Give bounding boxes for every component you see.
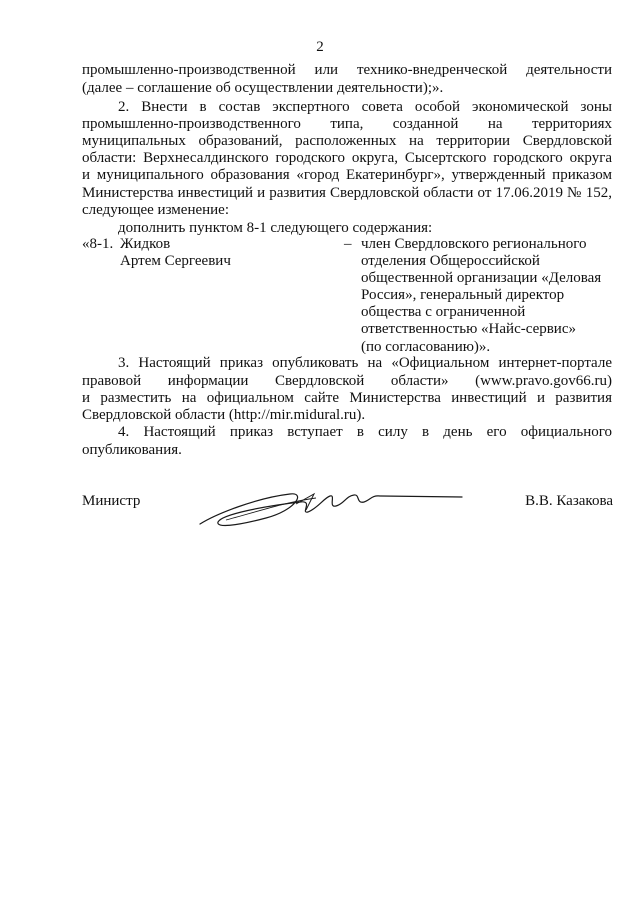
handwritten-signature [196, 484, 466, 534]
member-description-line: Россия», генеральный директор [361, 287, 565, 303]
member-number: «8-1. [82, 236, 114, 252]
signatory-name: В.В. Казакова [525, 493, 613, 509]
member-description-line: отделения Общероссийской [361, 253, 540, 269]
paragraph-4-line: 4. Настоящий приказ вступает в силу в день его официального [118, 424, 612, 440]
paragraph-2-line: 2. Внести в состав экспертного совета особой экономической зоны [118, 99, 612, 115]
paragraph-add-item: дополнить пунктом 8-1 следующего содержания: [118, 220, 433, 236]
paragraph-3-line: и разместить на официальном сайте Министерства инвестиций и развития [82, 390, 612, 406]
paragraph-2-line: муниципальных образований, расположенных на территории Свердловской [82, 133, 612, 149]
page-number: 2 [316, 39, 324, 55]
paragraph-2-line: области: Верхнесалдинского городского округа, Сысертского городского округа [82, 150, 612, 166]
paragraph-3-line: Свердловской области (http://mir.midural.ru). [82, 407, 366, 423]
member-description-line: общества с ограниченной [361, 304, 526, 320]
member-description-line: ответственностью «Найс-сервис» [361, 321, 576, 337]
member-dash: – [344, 236, 352, 252]
member-description-line: (по согласованию)». [361, 339, 491, 355]
paragraph-2-line: следующее изменение: [82, 202, 230, 218]
paragraph-2-line: и муниципального образования «город Екатеринбург», утвержденный приказом [82, 167, 612, 183]
paragraph-1-line: (далее – соглашение об осуществлении деятельности);». [82, 80, 444, 96]
paragraph-2-line: промышленно-производственного типа, созданной на территориях [82, 116, 612, 132]
paragraph-2-line: Министерства инвестиций и развития Свердловской области от 17.06.2019 № 152, [82, 185, 612, 201]
signatory-position: Министр [82, 493, 141, 509]
paragraph-4-line: опубликования. [82, 442, 182, 458]
paragraph-1-line: промышленно-производственной или технико-внедренческой деятельности [82, 62, 612, 78]
member-surname: Жидков [120, 236, 171, 252]
member-description-line: общественной организации «Деловая [361, 270, 602, 286]
paragraph-3-line: 3. Настоящий приказ опубликовать на «Официальном интернет-портале [118, 355, 612, 371]
member-given-names: Артем Сергеевич [120, 253, 231, 269]
member-description-line: член Свердловского регионального [361, 236, 587, 252]
paragraph-3-line: правовой информации Свердловской области» (www.pravo.gov66.ru) [82, 373, 612, 389]
